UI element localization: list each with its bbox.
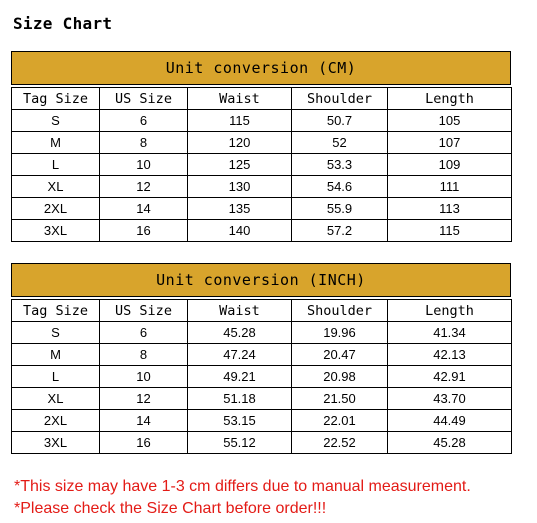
measurement-note: *This size may have 1-3 cm differs due to manual measurement.	[14, 478, 471, 495]
table-cell: S	[12, 110, 100, 132]
table-cell: 57.2	[292, 220, 388, 242]
table-row	[12, 110, 512, 132]
table-cell: XL	[12, 176, 100, 198]
table-cell: 2XL	[12, 198, 100, 220]
column-header: US Size	[100, 300, 188, 322]
column-header: Length	[388, 300, 512, 322]
table-cell: 20.98	[292, 366, 388, 388]
table-cell: 20.47	[292, 344, 388, 366]
column-header: US Size	[100, 88, 188, 110]
table-cell: 41.34	[388, 322, 512, 344]
table-cell: 43.70	[388, 388, 512, 410]
table-cell: XL	[12, 388, 100, 410]
table-cell: 8	[100, 132, 188, 154]
table-row	[12, 388, 512, 410]
table-cell: L	[12, 154, 100, 176]
table-cell: 50.7	[292, 110, 388, 132]
column-header: Shoulder	[292, 300, 388, 322]
table-cell: 45.28	[388, 432, 512, 454]
table-cell: 55.12	[188, 432, 292, 454]
table-cell: 120	[188, 132, 292, 154]
table-row	[12, 410, 512, 432]
table-cell: 8	[100, 344, 188, 366]
cm-size-table	[11, 51, 511, 242]
check-chart-note: *Please check the Size Chart before order!!!	[14, 500, 327, 517]
table-cell: 2XL	[12, 410, 100, 432]
table-cell: 14	[100, 410, 188, 432]
table-row	[12, 132, 512, 154]
table-cell: 55.9	[292, 198, 388, 220]
table-cell: 105	[388, 110, 512, 132]
size-table-cm	[11, 87, 512, 242]
table-row	[12, 198, 512, 220]
table-cell: 111	[388, 176, 512, 198]
table-cell: 45.28	[188, 322, 292, 344]
table-cell: M	[12, 344, 100, 366]
table-cell: 10	[100, 366, 188, 388]
table-cell: 3XL	[12, 220, 100, 242]
column-header: Waist	[188, 300, 292, 322]
table-banner-cm: Unit conversion (CM)	[11, 51, 511, 85]
table-cell: 53.15	[188, 410, 292, 432]
table-cell: 10	[100, 154, 188, 176]
table-row	[12, 220, 512, 242]
table-cell: 107	[388, 132, 512, 154]
table-cell: 19.96	[292, 322, 388, 344]
table-cell: 14	[100, 198, 188, 220]
table-cell: 42.13	[388, 344, 512, 366]
table-cell: 22.52	[292, 432, 388, 454]
column-header: Shoulder	[292, 88, 388, 110]
table-cell: M	[12, 132, 100, 154]
table-header-row	[12, 300, 512, 322]
inch-size-table	[11, 263, 511, 454]
table-cell: 130	[188, 176, 292, 198]
table-cell: 125	[188, 154, 292, 176]
table-cell: S	[12, 322, 100, 344]
table-row	[12, 176, 512, 198]
table-cell: 12	[100, 388, 188, 410]
table-cell: 51.18	[188, 388, 292, 410]
table-cell: 109	[388, 154, 512, 176]
table-row	[12, 366, 512, 388]
table-cell: 115	[388, 220, 512, 242]
table-cell: 6	[100, 110, 188, 132]
table-cell: 44.49	[388, 410, 512, 432]
table-cell: 53.3	[292, 154, 388, 176]
table-banner-inch: Unit conversion (INCH)	[11, 263, 511, 297]
table-cell: 21.50	[292, 388, 388, 410]
page-title: Size Chart	[13, 14, 113, 33]
table-header-row	[12, 88, 512, 110]
size-table-inch	[11, 299, 512, 454]
table-row	[12, 344, 512, 366]
table-cell: 115	[188, 110, 292, 132]
table-cell: 42.91	[388, 366, 512, 388]
table-row	[12, 432, 512, 454]
table-cell: 6	[100, 322, 188, 344]
table-cell: 16	[100, 432, 188, 454]
table-cell: 12	[100, 176, 188, 198]
column-header: Tag Size	[12, 88, 100, 110]
column-header: Length	[388, 88, 512, 110]
table-cell: 54.6	[292, 176, 388, 198]
table-cell: 47.24	[188, 344, 292, 366]
table-cell: 3XL	[12, 432, 100, 454]
table-row	[12, 322, 512, 344]
table-cell: 140	[188, 220, 292, 242]
disclaimer-notes	[14, 476, 471, 520]
table-cell: 52	[292, 132, 388, 154]
table-cell: 22.01	[292, 410, 388, 432]
table-cell: L	[12, 366, 100, 388]
table-cell: 16	[100, 220, 188, 242]
column-header: Tag Size	[12, 300, 100, 322]
column-header: Waist	[188, 88, 292, 110]
table-cell: 113	[388, 198, 512, 220]
table-row	[12, 154, 512, 176]
table-cell: 49.21	[188, 366, 292, 388]
table-cell: 135	[188, 198, 292, 220]
